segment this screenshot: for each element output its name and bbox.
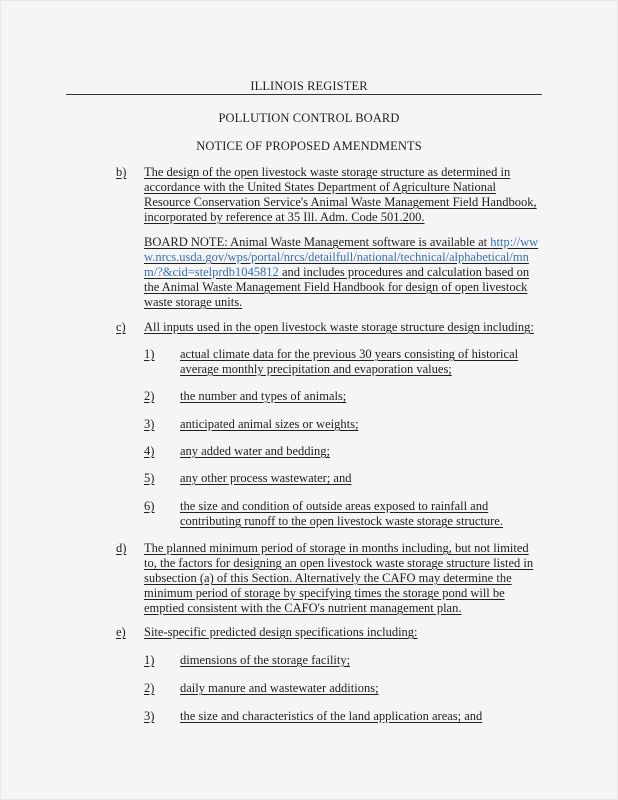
board-note-prefix: BOARD NOTE: Animal Waste Management software is available at <box>144 235 488 249</box>
c-item-6-label: 6) <box>144 499 155 513</box>
board-note-suffix: and includes procedures and calculation based on the Animal Waste Management Field Handbook for design of open livestock waste storage units. <box>144 265 530 309</box>
c-item-2-text: the number and types of animals; <box>180 389 347 403</box>
section-b-text: The design of the open livestock waste storage structure as determined in accordance with the United States Department of Agriculture National Resource Conservation Service's Animal Waste Management Field Handbook, incorporated by reference at 35 Ill. Adm. Code 501.200. <box>144 165 537 224</box>
board-title: POLLUTION CONTROL BOARD <box>218 111 400 125</box>
c-item-5-label: 5) <box>144 471 155 485</box>
c-item-5-text: any other process wastewater; and <box>180 471 352 485</box>
board-note-link[interactable]: http://www.nrcs.usda.gov/wps/portal/nrcs/detailfull/national/technical/alphabetical/mnm/?&cid=stelprdb1045812 <box>144 235 539 279</box>
e-item-1-text: dimensions of the storage facility; <box>180 653 351 667</box>
c-item-2-label: 2) <box>144 389 155 403</box>
e-item-3-label: 3) <box>144 709 155 723</box>
c-item-3-text: anticipated animal sizes or weights; <box>180 417 359 431</box>
c-item-1-text: actual climate data for the previous 30 years consisting of historical average monthly precipitation and evaporation values; <box>180 347 519 376</box>
notice-title: NOTICE OF PROPOSED AMENDMENTS <box>196 139 422 153</box>
board-note <box>144 235 542 310</box>
e-item-3-text: the size and characteristics of the land application areas; and <box>180 709 483 723</box>
c-item-3-label: 3) <box>144 417 155 431</box>
section-e-text: Site-specific predicted design specifications including: <box>144 625 418 639</box>
c-item-6-text: the size and condition of outside areas exposed to rainfall and contributing runoff to the open livestock waste storage structure. <box>180 499 503 528</box>
section-e-label: e) <box>116 625 126 639</box>
c-item-4-text: any added water and bedding; <box>180 444 330 458</box>
e-item-2-text: daily manure and wastewater additions; <box>180 681 379 695</box>
section-c-text: All inputs used in the open livestock waste storage structure design including: <box>144 320 534 334</box>
e-item-1-label: 1) <box>144 653 155 667</box>
section-d-label: d) <box>116 541 127 555</box>
section-b-label: b) <box>116 165 127 179</box>
e-item-2-label: 2) <box>144 681 155 695</box>
header-rule <box>66 94 542 95</box>
c-item-1-label: 1) <box>144 347 155 361</box>
c-item-4-label: 4) <box>144 444 155 458</box>
section-d-text: The planned minimum period of storage in months including, but not limited to, the factors for designing an open livestock waste storage structure listed in subsection (a) of this Section. Alternatively the CAFO may determine the minimum period of storage by specifying times the storage pond will be emptied consistent with the CAFO's nutrient management plan. <box>144 541 534 615</box>
section-c-label: c) <box>116 320 126 334</box>
register-title: ILLINOIS REGISTER <box>250 79 368 93</box>
